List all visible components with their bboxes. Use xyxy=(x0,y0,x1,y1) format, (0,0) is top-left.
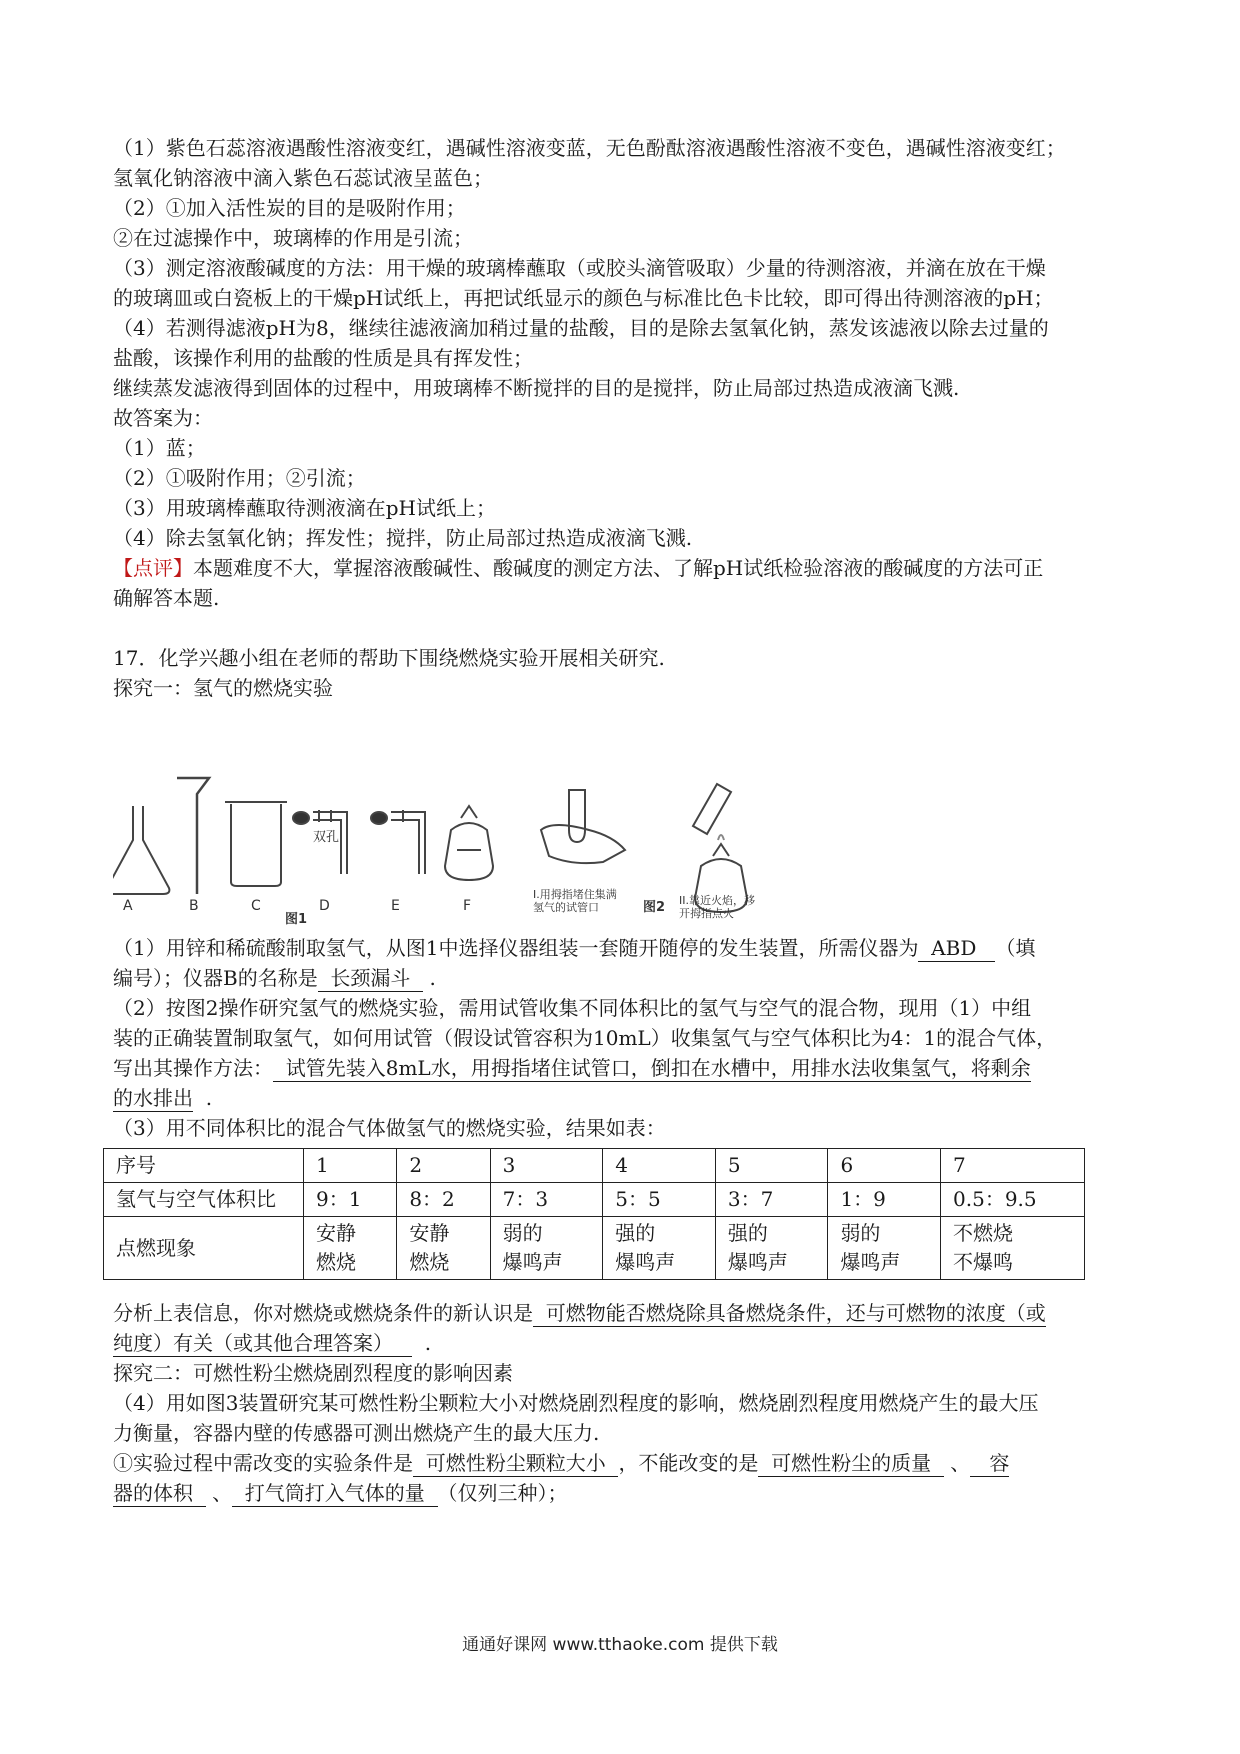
label-f: F xyxy=(463,898,472,914)
part4-line: 力衡量，容器内壁的传感器可测出燃烧产生的最大压力. xyxy=(113,1421,600,1445)
text-line: （2）①吸附作用；②引流； xyxy=(113,466,366,490)
part2-line xyxy=(113,1053,1133,1083)
row-header: 氢气与空气体积比 xyxy=(104,1183,304,1217)
cell-line: 爆鸣声 xyxy=(727,1250,788,1274)
beaker-icon xyxy=(231,804,281,886)
cell-line: 强的 xyxy=(727,1221,768,1245)
part4-answer-3-cont xyxy=(113,1481,206,1507)
analysis-answer-cont xyxy=(113,1331,412,1357)
part4-line: 器的体积 、 打气筒打入气体的量 （仅列三种）； xyxy=(113,1481,568,1505)
comment-line: 确解答本题. xyxy=(113,586,220,610)
table-row xyxy=(104,1149,1085,1183)
answer-text: 打气筒打入气体的量 xyxy=(244,1481,425,1505)
cell-line: 弱的 xyxy=(840,1221,881,1245)
text-line: （4）除去氢氧化钠；挥发性；搅拌，防止局部过热造成液滴飞溅. xyxy=(113,526,693,550)
analysis-answer xyxy=(533,1301,1046,1327)
part2-answer-cont: 的水排出 xyxy=(113,1086,193,1110)
hand-icon xyxy=(541,825,625,863)
text-line: 盐酸，该操作利用的盐酸的性质是具有挥发性； xyxy=(113,346,533,370)
comment-tag: 【点评】 xyxy=(113,556,193,580)
row-header: 序号 xyxy=(104,1149,304,1183)
text-line: ②在过滤操作中，玻璃棒的作用是引流； xyxy=(113,226,473,250)
part1-line xyxy=(113,933,1133,963)
text-line: （3）用玻璃棒蘸取待测液滴在pH试纸上； xyxy=(113,496,496,520)
table-cell xyxy=(304,1217,397,1280)
part4-line: ①实验过程中需改变的实验条件是 可燃性粉尘颗粒大小 ，不能改变的是 可燃性粉尘的质量 、 容 xyxy=(113,1451,1010,1475)
table-cell xyxy=(941,1217,1085,1280)
cell-line: 爆鸣声 xyxy=(502,1250,563,1274)
text-line: （1）紫色石蕊溶液遇酸性溶液变红，遇碱性溶液变蓝，无色酚酞溶液遇酸性溶液不变色，遇碱性溶液变红； xyxy=(113,136,1066,160)
cell-line: 安静 xyxy=(409,1221,450,1245)
test-tube-icon xyxy=(569,790,585,842)
answer-text: 可燃物能否燃烧除具备燃烧条件，还与可燃物的浓度（或 xyxy=(545,1301,1046,1325)
cell-line: 燃烧 xyxy=(409,1250,450,1274)
text-line: 继续蒸发滤液得到固体的过程中，用玻璃棒不断搅拌的目的是搅拌，防止局部过热造成液滴飞溅. xyxy=(113,376,960,400)
results-table xyxy=(103,1148,1085,1280)
label-b: B xyxy=(189,898,199,914)
table-row xyxy=(104,1217,1085,1280)
part3-line: （3）用不同体积比的混合气体做氢气的燃烧实验，结果如表： xyxy=(113,1116,666,1140)
part1-text: （1）用锌和稀硫酸制取氢气，从图1中选择仪器组装一套随开随停的发生装置，所需仪器为 xyxy=(113,936,919,960)
table-cell: 7：3 xyxy=(490,1183,603,1217)
table-cell xyxy=(397,1217,490,1280)
label-e: E xyxy=(391,898,400,914)
cell-line: 爆鸣声 xyxy=(840,1250,901,1274)
table-cell: 2 xyxy=(397,1149,490,1183)
analysis-text: 分析上表信息，你对燃烧或燃烧条件的新认识是 xyxy=(113,1301,533,1325)
text-line: 的玻璃皿或白瓷板上的干燥pH试纸上，再把试纸显示的颜色与标准比色卡比较，即可得出待测溶液的pH； xyxy=(113,286,1054,310)
table-cell: 7 xyxy=(941,1149,1085,1183)
cell-line: 安静 xyxy=(316,1221,356,1245)
part2-line: 的水排出 . xyxy=(113,1086,213,1110)
cell-line: 不爆鸣 xyxy=(953,1250,1014,1274)
part4-text-e: （仅列三种）； xyxy=(437,1481,568,1505)
inverted-test-tube-icon xyxy=(693,784,731,834)
table-cell: 1：9 xyxy=(828,1183,941,1217)
cell-line: 弱的 xyxy=(502,1221,543,1245)
text-line: （4）若测得滤液pH为8，继续往滤液滴加稍过量的盐酸，目的是除去氢氧化钠，蒸发该滤液以除去过量的 xyxy=(113,316,1049,340)
row-header: 点燃现象 xyxy=(104,1217,304,1280)
part1-answer-1 xyxy=(918,936,995,962)
stopper-d-icon xyxy=(293,812,309,824)
text-line: 氢氧化钠溶液中滴入紫色石蕊试液呈蓝色； xyxy=(113,166,493,190)
part1-text-b: （填 xyxy=(995,936,1036,960)
table-cell: 6 xyxy=(828,1149,941,1183)
comment-line xyxy=(113,553,1133,583)
text-line: （2）①加入活性炭的目的是吸附作用； xyxy=(113,196,466,220)
text-line: （1）蓝； xyxy=(113,436,206,460)
part4-answer-3 xyxy=(970,1451,1009,1477)
answer-text: 器的体积 xyxy=(113,1481,193,1505)
long-neck-funnel-icon xyxy=(177,778,209,894)
cell-line: 强的 xyxy=(615,1221,656,1245)
answer-text: 容 xyxy=(989,1451,1010,1475)
table-row xyxy=(104,1183,1085,1217)
answer-text: 纯度）有关（或其他合理答案） xyxy=(113,1331,393,1355)
part2-answer xyxy=(273,1056,1031,1082)
answer-text: 可燃性粉尘颗粒大小 xyxy=(425,1451,606,1475)
apparatus-drawing xyxy=(113,770,873,930)
part4-answer-2 xyxy=(758,1451,943,1477)
label-c: C xyxy=(251,898,261,914)
label-d-note: 双孔 xyxy=(313,830,340,845)
part1-answer-2 xyxy=(318,966,423,992)
table-cell: 9：1 xyxy=(304,1183,397,1217)
label-d: D xyxy=(319,898,330,914)
answer-text: 长颈漏斗 xyxy=(330,966,411,990)
table-cell xyxy=(603,1217,716,1280)
part1-line-2: 编号）；仪器B的名称是 长颈漏斗 . xyxy=(113,966,436,990)
conical-flask-icon xyxy=(113,806,169,894)
table-cell: 3 xyxy=(490,1149,603,1183)
answer-text: 可燃性粉尘的质量 xyxy=(771,1451,932,1475)
cell-line: 爆鸣声 xyxy=(615,1250,676,1274)
comment-text: 本题难度不大，掌握溶液酸碱性、酸碱度的测定方法、了解pH试纸检验溶液的酸碱度的方法可正 xyxy=(193,556,1044,580)
table-cell: 5：5 xyxy=(603,1183,716,1217)
part4-line: （4）用如图3装置研究某可燃性粉尘颗粒大小对燃烧剧烈程度的影响，燃烧剧烈程度用燃烧产生的最大压 xyxy=(113,1391,1039,1415)
table-cell: 0.5：9.5 xyxy=(941,1183,1085,1217)
question-title: 17．化学兴趣小组在老师的帮助下围绕燃烧实验开展相关研究. xyxy=(113,646,665,670)
figure-2-caption: 图2 xyxy=(643,900,666,915)
text-line: 故答案为： xyxy=(113,406,213,430)
step2-note: II.靠近火焰，移 开拇指点火 xyxy=(679,894,755,920)
table-cell: 3：7 xyxy=(715,1183,828,1217)
part4-text-b: ，不能改变的是 xyxy=(618,1451,759,1475)
table-cell xyxy=(828,1217,941,1280)
step1-note: I.用拇指堵住集满 氢气的试管口 xyxy=(533,888,617,914)
table-cell xyxy=(715,1217,828,1280)
cell-line: 燃烧 xyxy=(316,1250,356,1274)
answer-text: ABD xyxy=(931,936,977,960)
cell-line: 不燃烧 xyxy=(953,1221,1014,1245)
label-a: A xyxy=(123,898,133,914)
table-cell: 8：2 xyxy=(397,1183,490,1217)
answer-text: 试管先装入8mL水，用拇指堵住试管口，倒扣在水槽中，用排水法收集氢气，将剩余 xyxy=(285,1056,1031,1080)
table-cell: 1 xyxy=(304,1149,397,1183)
section-heading: 探究一：氢气的燃烧实验 xyxy=(113,676,333,700)
part2-text: 写出其操作方法： xyxy=(113,1056,273,1080)
apparatus-figure xyxy=(113,770,873,930)
part4-answer-1 xyxy=(413,1451,618,1477)
table-cell xyxy=(490,1217,603,1280)
text-line: （3）测定溶液酸碱度的方法：用干燥的玻璃棒蘸取（或胶头滴管吸取）少量的待测溶液，并滴在放在干燥 xyxy=(113,256,1046,280)
analysis-line-2: 纯度）有关（或其他合理答案） . xyxy=(113,1331,432,1355)
table-cell: 5 xyxy=(715,1149,828,1183)
part2-line: 装的正确装置制取氢气，如何用试管（假设试管容积为10mL）收集氢气与空气体积比为4：1的混合气体， xyxy=(113,1026,1057,1050)
analysis-line xyxy=(113,1298,1133,1328)
part1-text-c: 编号）；仪器B的名称是 xyxy=(113,966,318,990)
part2-line: （2）按图2操作研究氢气的燃烧实验，需用试管收集不同体积比的氢气与空气的混合物，现用（1）中组 xyxy=(113,996,1032,1020)
page-footer: 通通好课网 www.tthaoke.com 提供下载 xyxy=(462,1635,778,1655)
table-cell: 4 xyxy=(603,1149,716,1183)
section-heading: 探究二：可燃性粉尘燃烧剧烈程度的影响因素 xyxy=(113,1361,513,1385)
alcohol-lamp-icon xyxy=(445,806,493,880)
part4-answer-4 xyxy=(232,1481,437,1507)
figure-1-caption: 图1 xyxy=(285,912,308,927)
stopper-e-icon xyxy=(371,812,387,824)
part4-text: ①实验过程中需改变的实验条件是 xyxy=(113,1451,413,1475)
